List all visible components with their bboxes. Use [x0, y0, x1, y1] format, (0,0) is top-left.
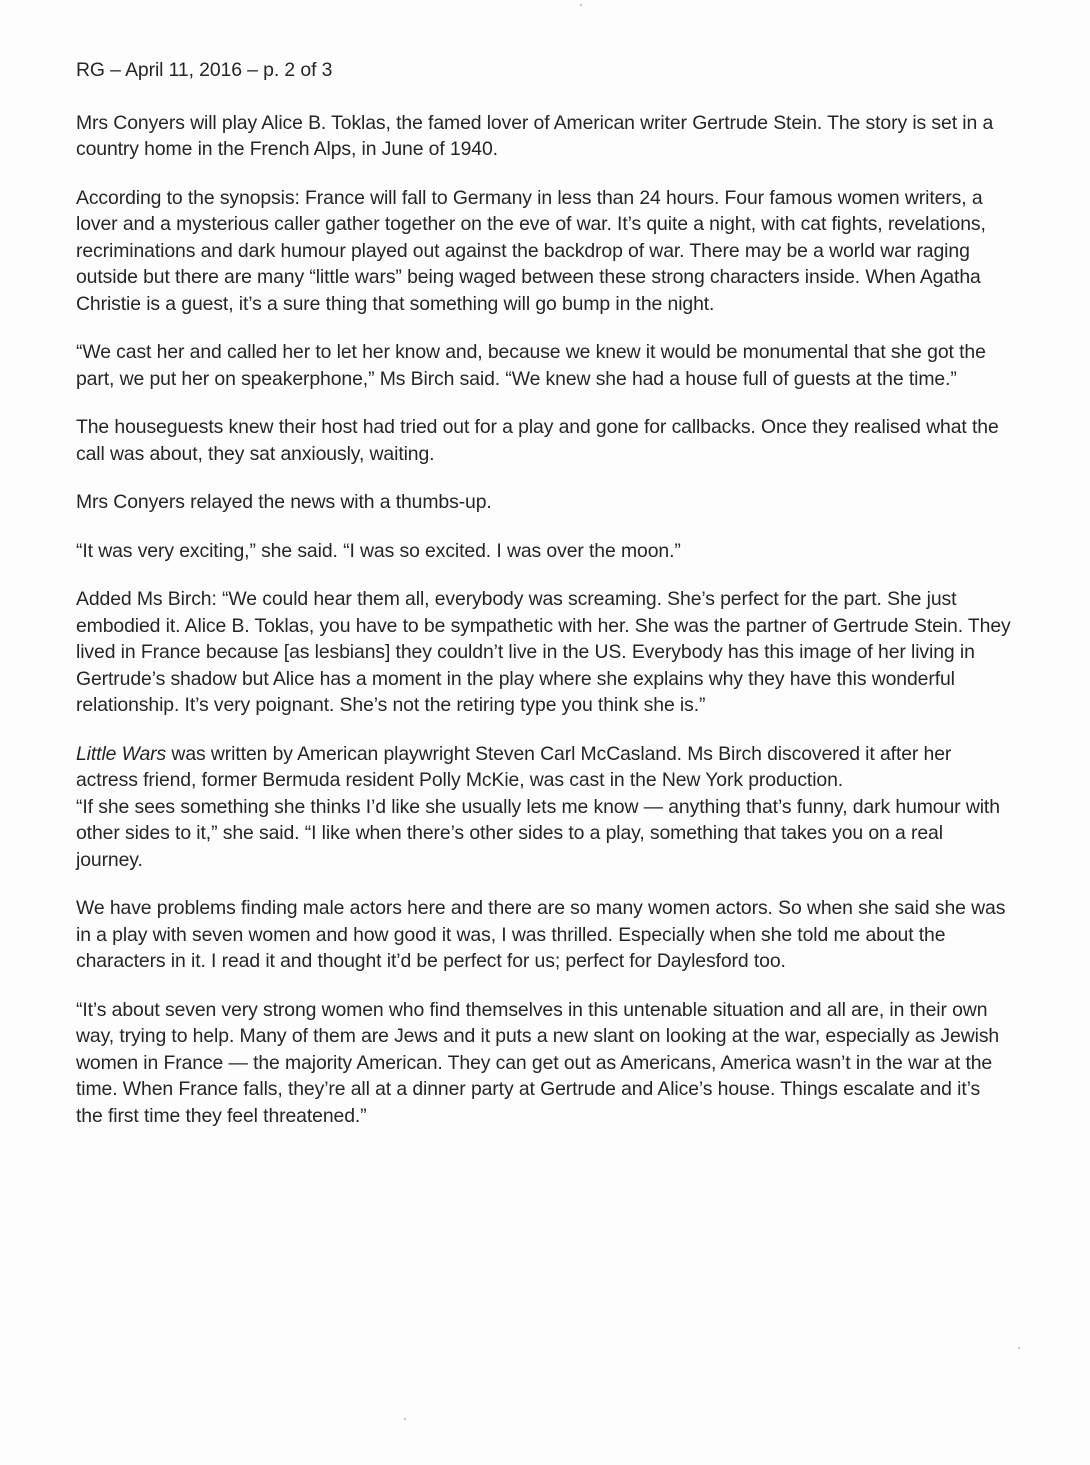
scan-speck [404, 1418, 406, 1420]
running-head: RG – April 11, 2016 – p. 2 of 3 [76, 59, 333, 81]
scan-speck [580, 4, 582, 6]
paragraph-text: Mrs Conyers relayed the news with a thumbs-up. [76, 491, 492, 513]
paragraph-text: The houseguests knew their host had tried out for a play and gone for callbacks. Once they realised what the call was about, they sat anxiously, waiting. [76, 416, 999, 465]
paragraph [76, 110, 1011, 163]
play-title: Little Wars [76, 742, 167, 765]
article-body [76, 57, 1011, 1151]
paragraph-text: “It was very exciting,” she said. “I was so excited. I was over the moon.” [76, 539, 681, 562]
paragraph [76, 741, 1011, 794]
paragraph-text-rest: was written by American playwright Steven Carl McCasland. Ms Birch discovered it after her actress friend, former Bermuda resident Polly McKie, was cast in the New York production. [76, 742, 952, 791]
paragraph [76, 414, 1011, 467]
paragraph-text: We have problems finding male actors here and there are so many women actors. So when she said she was in a play with seven women and how good it was, I was thrilled. Especially when she told me about the characters in it. I read it and thought it’d be perfect for us; perfect for Daylesford too. [76, 897, 1006, 972]
paragraph-text [76, 741, 1011, 794]
paragraph-text: “We cast her and called her to let her know and, because we knew it would be monumental that she got the part, we put her on speakerphone,” Ms Birch said. “We knew she had a house full of guests at the time.” [76, 341, 986, 390]
paragraph [76, 586, 1011, 719]
paragraph [76, 997, 1011, 1130]
paragraph-text: Mrs Conyers will play Alice B. Toklas, the famed lover of American writer Gertrude Stein. The story is set in a country home in the French Alps, in June of 1940. [76, 111, 994, 160]
paragraph [76, 794, 1011, 874]
scan-speck [1018, 1347, 1020, 1349]
paragraph [76, 489, 1011, 516]
paragraph-text: “If she sees something she thinks I’d like she usually lets me know — anything that’s funny, dark humour with other sides to it,” she said. “I like when there’s other sides to a play, something that takes you on a real journey. [76, 795, 1000, 871]
paragraph [76, 538, 1011, 565]
paragraph [76, 895, 1011, 975]
paragraph [76, 339, 1011, 392]
paragraph-text: Added Ms Birch: “We could hear them all, everybody was screaming. She’s perfect for the part. She just embodied it. Alice B. Toklas, you have to be sympathetic with her. She was the partner of Gertrude Stein. They lived in France because [as lesbians] they couldn’t live in the US. Everybody has this image of her living in Gertrude’s shadow but Alice has a moment in the play where she explains why they have this wonderful relationship. It’s very poignant. She’s not the retiring type you think she is.” [76, 588, 1011, 716]
paragraph [76, 185, 1011, 318]
paragraph-text: According to the synopsis: France will fall to Germany in less than 24 hours. Four famous women writers, a lover and a mysterious caller gather together on the eve of war. It’s quite a night, with cat fights, revelations, recriminations and dark humour played out against the backdrop of war. There may be a world war raging outside but there are many “little wars” being waged between these strong characters inside. When Agatha Christie is a guest, it’s a sure thing that something will go bump in the night. [76, 186, 986, 315]
paragraph-text: “It’s about seven very strong women who find themselves in this untenable situation and all are, in their own way, trying to help. Many of them are Jews and it puts a new slant on looking at the war, especially as Jewish women in France — the majority American. They can get out as Americans, America wasn’t in the war at the time. When France falls, they’re all at a dinner party at Gertrude and Alice’s house. Things escalate and it’s the first time they feel threatened.” [76, 998, 1000, 1127]
